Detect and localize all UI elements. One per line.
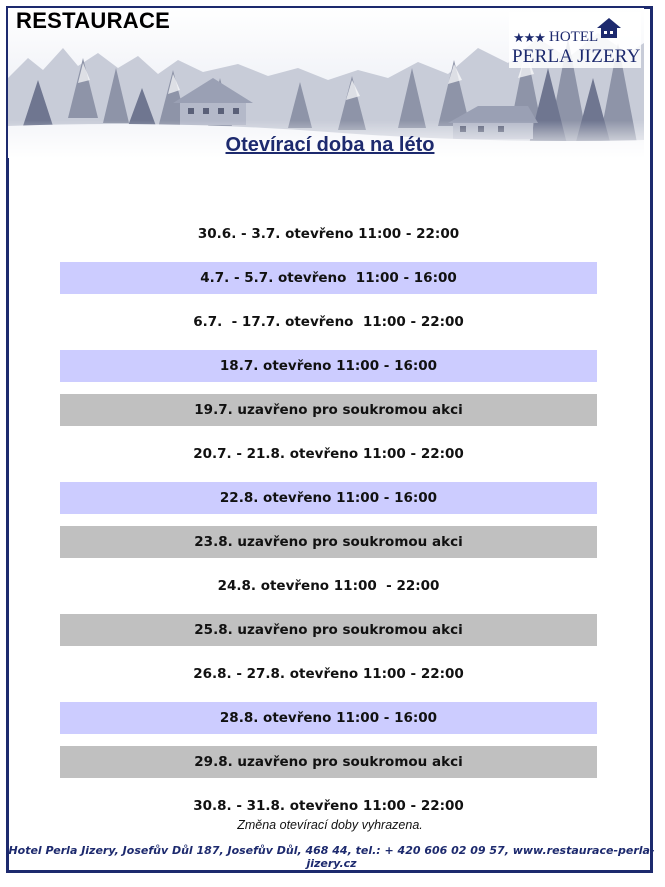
schedule-row: 20.7. - 21.8. otevřeno 11:00 - 22:00 — [193, 446, 464, 462]
schedule-row: 24.8. otevřeno 11:00 - 22:00 — [217, 578, 440, 594]
schedule-row: 22.8. otevřeno 11:00 - 16:00 — [60, 482, 597, 514]
schedule-row: 30.8. - 31.8. otevřeno 11:00 - 22:00 — [193, 798, 464, 814]
logo-hotel-label: HOTEL — [549, 29, 599, 45]
opening-hours-list — [60, 218, 597, 834]
schedule-row: 29.8. uzavřeno pro soukromou akci — [60, 746, 597, 778]
schedule-row: 25.8. uzavřeno pro soukromou akci — [60, 614, 597, 646]
schedule-row: 23.8. uzavřeno pro soukromou akci — [60, 526, 597, 558]
schedule-row: 4.7. - 5.7. otevřeno 11:00 - 16:00 — [60, 262, 597, 294]
schedule-row: 26.8. - 27.8. otevřeno 11:00 - 22:00 — [193, 666, 464, 682]
star-rating-icon: ★★★ — [513, 30, 545, 45]
logo-hotel-name: PERLA JIZERY — [512, 46, 641, 67]
schedule-row: 18.7. otevřeno 11:00 - 16:00 — [60, 350, 597, 382]
contact-footer: Hotel Perla Jizery, Josefův Důl 187, Josefův Důl, 468 44, tel.: + 420 606 02 09 57, www.restaurace-perla-jizery.cz — [8, 844, 655, 870]
hotel-logo — [509, 12, 641, 68]
disclaimer-note: Změna otevírací doby vyhrazena. — [237, 818, 423, 832]
schedule-row: 28.8. otevřeno 11:00 - 16:00 — [60, 702, 597, 734]
schedule-row: 30.6. - 3.7. otevřeno 11:00 - 22:00 — [197, 226, 460, 242]
page-heading-restaurace: RESTAURACE — [16, 8, 171, 33]
page-title: Otevírací doba na léto — [225, 134, 435, 156]
schedule-row: 6.7. - 17.7. otevřeno 11:00 - 22:00 — [193, 314, 464, 330]
schedule-row: 19.7. uzavřeno pro soukromou akci — [60, 394, 597, 426]
